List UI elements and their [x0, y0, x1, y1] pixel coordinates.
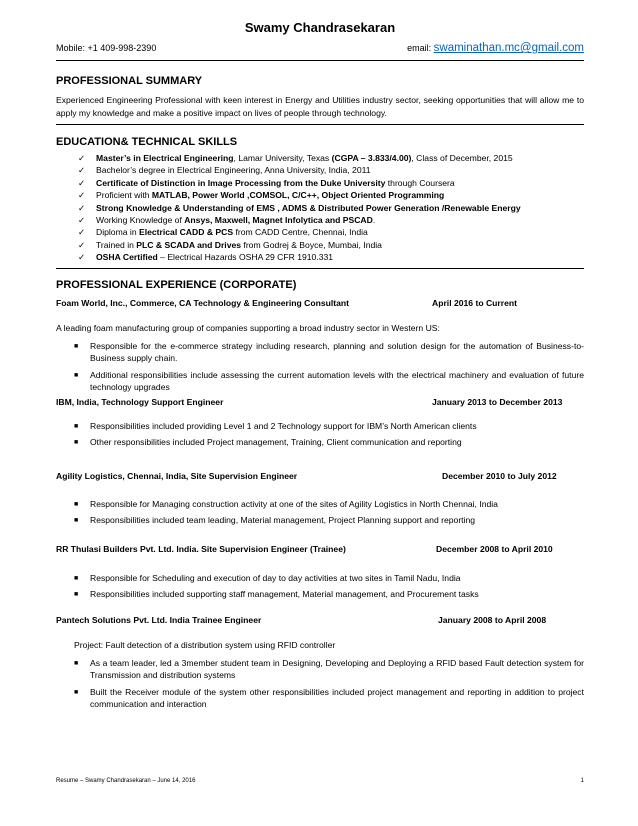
- bullet-icon: ■: [74, 688, 79, 696]
- page-number: 1: [580, 778, 584, 784]
- project-title: Project: Fault detection of a distribution system using RFID controller: [74, 640, 336, 650]
- experience-heading: PROFESSIONAL EXPERIENCE (CORPORATE): [56, 279, 297, 291]
- mobile-number: Mobile: +1 409-998-2390: [56, 43, 157, 53]
- divider: [56, 60, 584, 61]
- checkmark-icon: ✓: [78, 239, 86, 250]
- footer-text: Resume – Swamy Chandrasekaran – June 14, 2016: [56, 778, 196, 784]
- bullet-icon: ■: [74, 501, 79, 508]
- checkmark-icon: ✓: [78, 215, 86, 226]
- job-intro: A leading foam manufacturing group of companies supporting a broad industry sector in Western US:: [56, 323, 440, 333]
- list-item: ✓ Working Knowledge of Ansys, Maxwell, Magnet Infolytica and PSCAD.: [78, 215, 376, 226]
- job-dates: December 2010 to July 2012: [442, 471, 557, 481]
- page-footer: [56, 778, 584, 784]
- job-bullets: [74, 340, 584, 398]
- email-label: email:: [407, 43, 434, 53]
- job-header: [56, 615, 584, 625]
- checkmark-icon: ✓: [78, 177, 86, 188]
- job-bullets: [74, 498, 584, 531]
- list-item: ✓ Proficient with MATLAB, Power World ,COMSOL, C/C++, Object Oriented Programming: [78, 190, 445, 201]
- bullet-icon: ■: [74, 423, 79, 430]
- summary-text: Experienced Engineering Professional with keen interest in Energy and Utilities industry sector, seeking opportunities that will allow me to apply my knowledge and make a positive impact on lives of people through technology.: [56, 95, 584, 118]
- bullet-icon: ■: [74, 575, 79, 582]
- list-item: ■ Other responsibilities included Project management, Training, Client communication and reporting: [74, 436, 584, 448]
- bullet-icon: ■: [74, 439, 79, 447]
- education-list: [78, 152, 521, 264]
- list-item: ■ Responsible for the e-commerce strategy including research, planning and solution design for the automation of Business-to-Business supply chain.: [74, 341, 584, 364]
- list-item: ■ Additional responsibilities include assessing the current automation levels with the electrical machinery and evaluation of future technology upgrades: [74, 369, 584, 393]
- job-title: Pantech Solutions Pvt. Ltd. India Trainee Engineer: [56, 615, 262, 625]
- list-item: ■ Built the Receiver module of the system other responsibilities included project management and reporting in addition to project communication and interaction: [74, 686, 584, 710]
- job-bullets: [74, 572, 584, 605]
- checkmark-icon: ✓: [78, 190, 86, 201]
- list-item: ■ Responsible for Scheduling and execution of day to day activities at two sites in Tamil Nadu, India: [74, 572, 584, 584]
- checkmark-icon: ✓: [78, 227, 86, 238]
- email-block: [407, 42, 584, 54]
- list-item: ■ As a team leader, led a 3member student team in Designing, Developing and Deploying a RFID based Fault detection system for Transmission and distribution systems: [74, 658, 584, 681]
- job-title: Foam World, Inc., Commerce, CA Technology & Engineering Consultant: [56, 298, 350, 308]
- bullet-icon: ■: [74, 517, 79, 525]
- divider: [56, 124, 584, 125]
- job-title: RR Thulasi Builders Pvt. Ltd. India. Site Supervision Engineer (Trainee): [56, 544, 346, 554]
- checkmark-icon: ✓: [78, 252, 86, 263]
- job-header: [56, 471, 584, 481]
- list-item: ✓ OSHA Certified – Electrical Hazards OSHA 29 CFR 1910.331: [78, 252, 334, 263]
- divider: [56, 268, 584, 269]
- list-item: ■ Responsibilities included providing Level 1 and 2 Technology support for IBM’s North American clients: [74, 420, 584, 432]
- job-dates: January 2013 to December 2013: [432, 397, 563, 407]
- bullet-icon: ■: [74, 591, 79, 599]
- summary-heading: PROFESSIONAL SUMMARY: [56, 75, 203, 87]
- contact-line: [56, 42, 584, 54]
- list-item: ■ Responsibilities included supporting staff management, Material management, and Procurement tasks: [74, 588, 584, 600]
- list-item: ✓ Master’s in Electrical Engineering, Lamar University, Texas (CGPA – 3.833/4.00), Class of December, 2015: [78, 153, 513, 163]
- checkmark-icon: ✓: [78, 153, 86, 163]
- list-item: ✓ Trained in PLC & SCADA and Drives from Godrej & Boyce, Mumbai, India: [78, 239, 382, 250]
- list-item: ■ Responsible for Managing construction activity at one of the sites of Agility Logistics in North Chennai, India: [74, 498, 584, 510]
- education-heading: EDUCATION& TECHNICAL SKILLS: [56, 136, 238, 148]
- job-header: [56, 397, 584, 407]
- job-header: [56, 544, 584, 554]
- list-item: ✓ Certificate of Distinction in Image Processing from the Duke University through Coursera: [78, 177, 455, 188]
- job-title: IBM, India, Technology Support Engineer: [56, 397, 224, 407]
- job-title: Agility Logistics, Chennai, India, Site Supervision Engineer: [56, 471, 298, 481]
- list-item: ✓ Bachelor’s degree in Electrical Engineering, Anna University, India, 2011: [78, 165, 371, 176]
- email-link[interactable]: swaminathan.mc@gmail.com: [433, 42, 584, 54]
- job-bullets: [74, 657, 584, 715]
- job-dates: April 2016 to Current: [432, 298, 518, 308]
- list-item: ✓ Strong Knowledge & Understanding of EMS , ADMS & Distributed Power Generation /Renewable Energy: [78, 202, 521, 213]
- job-header: [56, 298, 584, 308]
- job-dates: January 2008 to April 2008: [438, 615, 547, 625]
- job-bullets: [74, 420, 584, 453]
- bullet-icon: ■: [74, 660, 79, 667]
- job-dates: December 2008 to April 2010: [436, 544, 553, 554]
- list-item: ■ Responsibilities included team leading, Material management, Project Planning support and reporting: [74, 514, 584, 526]
- list-item: ✓ Diploma in Electrical CADD & PCS from CADD Centre, Chennai, India: [78, 227, 368, 238]
- checkmark-icon: ✓: [78, 165, 86, 176]
- candidate-name: Swamy Chandrasekaran: [244, 20, 396, 35]
- checkmark-icon: ✓: [78, 202, 86, 213]
- bullet-icon: ■: [74, 343, 79, 350]
- bullet-icon: ■: [74, 371, 79, 379]
